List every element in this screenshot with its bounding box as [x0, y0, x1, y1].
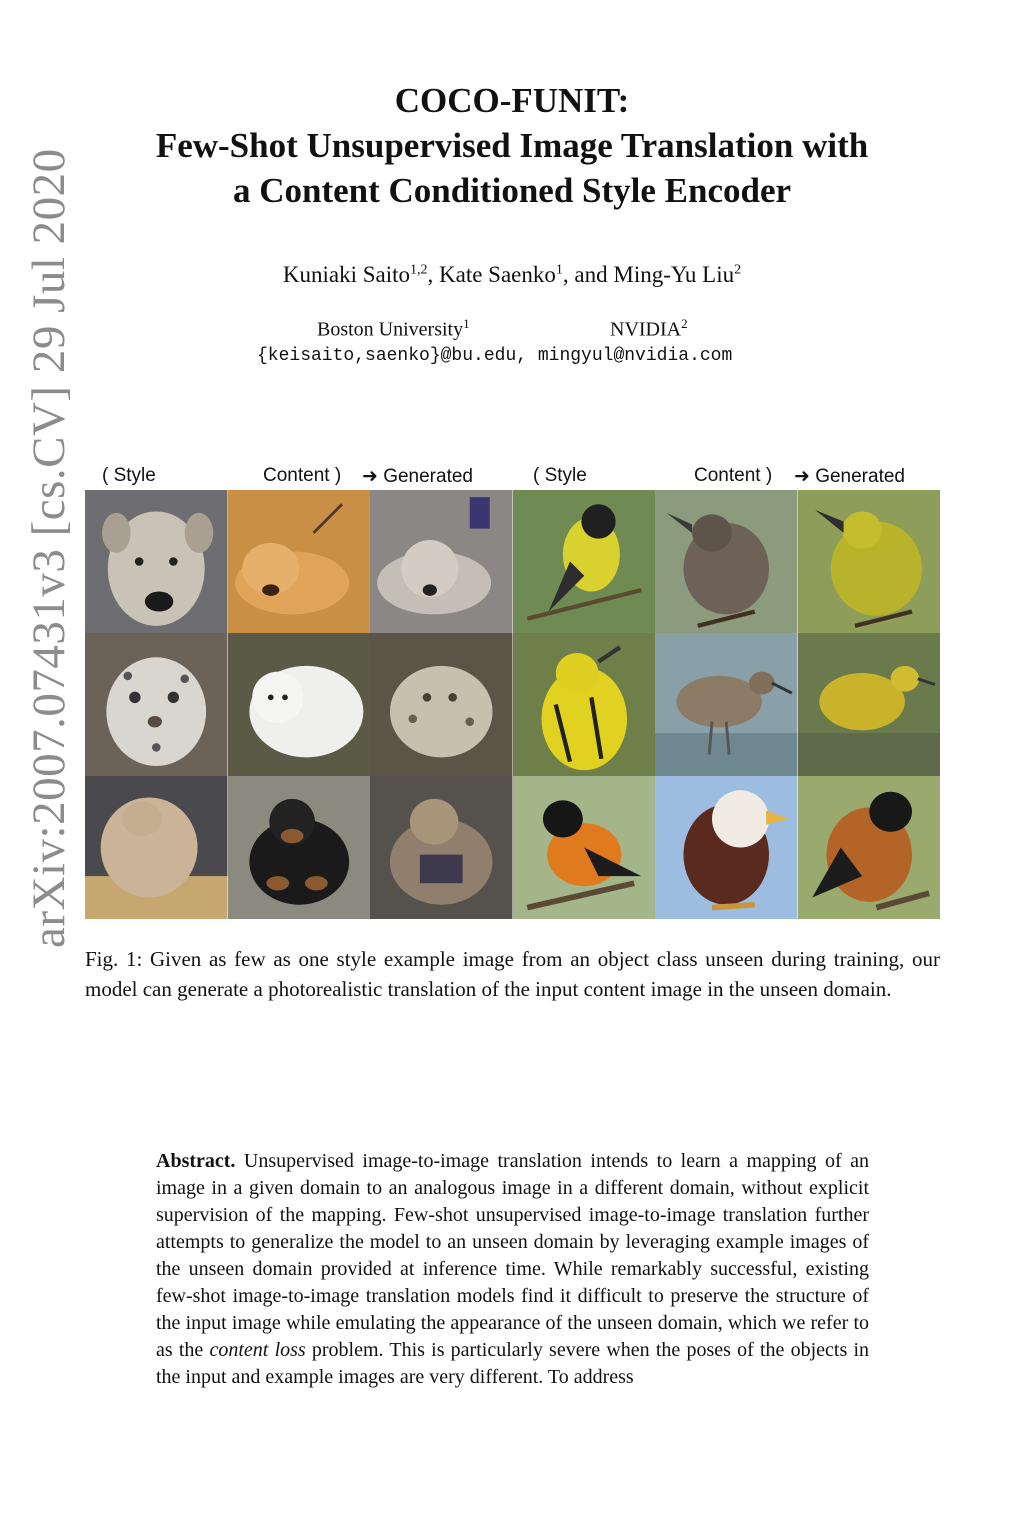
affiliation-nvidia — [610, 316, 688, 342]
affiliation-bu-sup: 1 — [463, 316, 470, 331]
image-goldfinch-style — [513, 490, 656, 633]
image-rottweiler-content — [228, 776, 371, 919]
author-liu: , and Ming-Yu Liu — [562, 262, 735, 287]
abstract-text-2: problem. This is particularly severe when the poses of the objects in the input and example images are very different. To address — [156, 1339, 870, 1388]
author-emails: {keisaito,saenko}@bu.edu, mingyul@nvidia.com — [257, 346, 733, 366]
image-white-puppy-content — [228, 633, 371, 776]
header-content-2: Content ) — [694, 465, 773, 486]
image-wren-generated — [798, 490, 941, 633]
abstract-italic-term: content loss — [209, 1339, 306, 1361]
affiliation-nvidia-sup: 2 — [681, 316, 688, 331]
paper-title — [0, 78, 1024, 213]
title-line-1: COCO-FUNIT: — [394, 81, 630, 120]
abstract-label: Abstract. — [156, 1150, 236, 1172]
author-list — [0, 262, 1024, 288]
affiliation-nvidia-name: NVIDIA — [610, 318, 682, 341]
affiliation-bu-name: Boston University — [317, 318, 464, 341]
title-line-3: a Content Conditioned Style Encoder — [232, 171, 792, 210]
author-saenko-affil: 1 — [555, 262, 563, 278]
image-terrier-couch-style — [85, 776, 228, 919]
abstract — [156, 1148, 869, 1391]
figure-image-grid — [85, 490, 940, 919]
figure-caption: Fig. 1: Given as few as one style example image from an object class unseen during training, our model can generate a photorealistic translation of the input content image in the unseen domain. — [85, 947, 940, 1001]
image-warbler-style — [513, 633, 656, 776]
header-style-1: ( Style — [102, 465, 156, 486]
header-generated-1: ➜ Generated — [362, 466, 473, 487]
image-terrier-style — [85, 490, 228, 633]
figure-column-headers — [0, 465, 1024, 491]
abstract-text-1: Unsupervised image-to-image translation intends to learn a mapping of an image in a given domain to an analogous image in a different domain, without explicit supervision of the mapping. Few-shot unsupervised image-to-image translation further attempts to generalize the model to an unseen domain by leveraging example images of the unseen domain provided at inference time. While remarkably successful, existing few-shot image-to-image translation models find it difficult to preserve the structure of the input image while emulating the appearance of the unseen domain, which we refer to as the — [156, 1150, 869, 1361]
image-oriole-eagle-generated — [798, 776, 941, 919]
author-liu-affil: 2 — [734, 262, 742, 278]
image-fish-eagle-content — [655, 776, 798, 919]
image-yellow-sandpiper-generated — [798, 633, 941, 776]
header-content-1: Content ) — [263, 465, 342, 486]
header-generated-2: ➜ Generated — [794, 466, 905, 487]
title-line-2: Few-Shot Unsupervised Image Translation with — [155, 126, 869, 165]
image-golden-content — [228, 490, 371, 633]
image-terrier-generated-2 — [370, 776, 513, 919]
image-leopard-cub-generated — [370, 633, 513, 776]
author-saito-affil: 1,2 — [410, 262, 428, 278]
header-style-2: ( Style — [533, 465, 587, 486]
image-oriole-style — [513, 776, 656, 919]
author-saito: Kuniaki Saito — [282, 262, 411, 287]
image-snow-leopard-style — [85, 633, 228, 776]
image-terrier-generated — [370, 490, 513, 633]
arxiv-identifier: arXiv:2007.07431v3 [cs.CV] 29 Jul 2020 — [23, 148, 75, 948]
image-wren-content — [655, 490, 798, 633]
image-sandpiper-content — [655, 633, 798, 776]
author-saenko: , Kate Saenko — [427, 262, 556, 287]
affiliation-bu — [317, 316, 470, 342]
